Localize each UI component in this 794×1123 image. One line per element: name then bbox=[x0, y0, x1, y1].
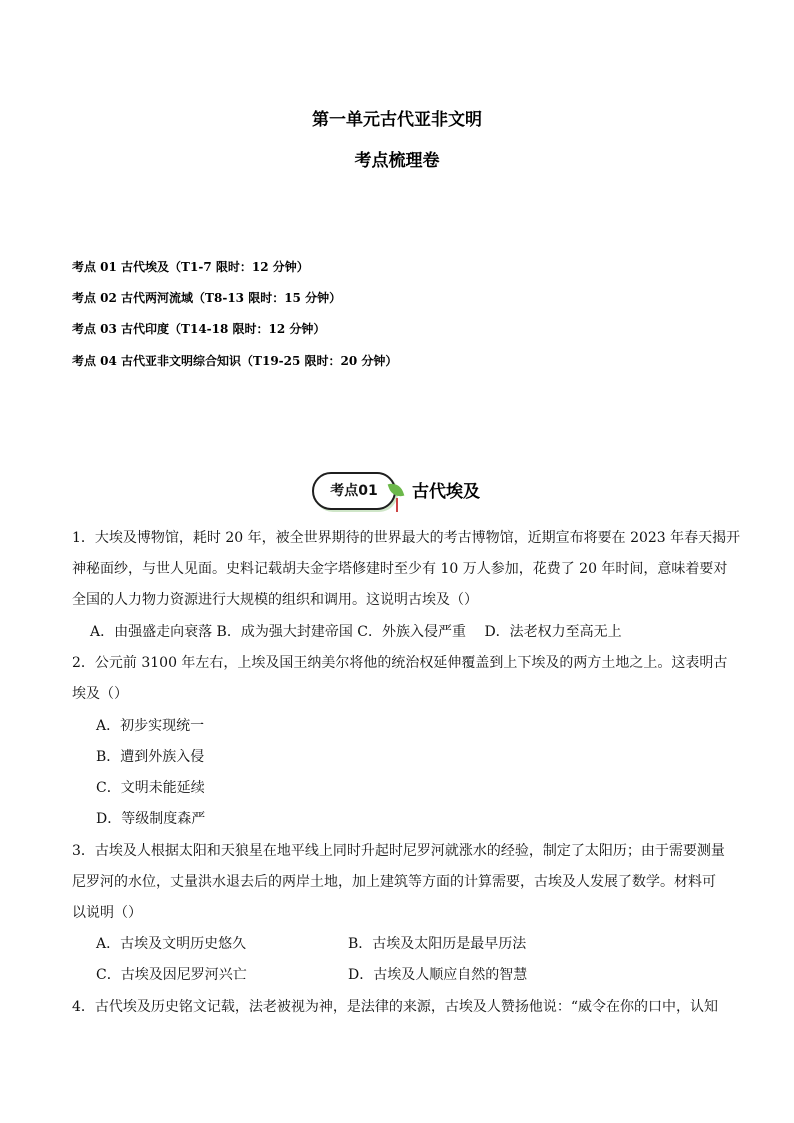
page-subtitle: 考点梳理卷 bbox=[354, 151, 440, 171]
q4-text-line-1: 4．古代埃及历史铭文记载，法老被视为神，是法律的来源，古埃及人赞扬他说：“威令在你的口中，认知 bbox=[72, 999, 719, 1015]
q3-text-line-1: 3．古埃及人根据太阳和天狼星在地平线上同时升起时尼罗河就涨水的经验，制定了太阳历；由于需要测量 bbox=[72, 843, 725, 859]
q3-text-line-2: 尼罗河的水位，丈量洪水退去后的两岸土地，加上建筑等方面的计算需要，古埃及人发展了数学。材料可 bbox=[72, 874, 716, 890]
q2-text-line-1: 2．公元前 3100 年左右，上埃及国王纳美尔将他的统治权延伸覆盖到上下埃及的两方土地之上。这表明古 bbox=[72, 655, 728, 671]
toc-item-3: 考点 03 古代印度（T14-18 限时：12 分钟） bbox=[72, 322, 326, 336]
section-header bbox=[0, 472, 794, 512]
q3-text-line-3: 以说明（） bbox=[72, 905, 142, 921]
stem-decoration bbox=[396, 498, 398, 512]
q2-option-a: A．初步实现统一 bbox=[96, 718, 205, 734]
toc-item-2: 考点 02 古代两河流域（T8-13 限时：15 分钟） bbox=[72, 291, 342, 305]
q3-option-c: C．古埃及因尼罗河兴亡 bbox=[96, 967, 247, 983]
q1-text-line-3: 全国的人力物力资源进行大规模的组织和调用。这说明古埃及（） bbox=[72, 592, 478, 608]
q3-option-a: A．古埃及文明历史悠久 bbox=[96, 936, 247, 952]
section-title: 古代埃及 bbox=[412, 482, 480, 502]
q3-option-d: D．古埃及人顺应自然的智慧 bbox=[348, 967, 528, 983]
q2-option-b: B．遭到外族入侵 bbox=[96, 749, 205, 765]
q3-option-b: B．古埃及太阳历是最早历法 bbox=[348, 936, 527, 952]
toc-item-4: 考点 04 古代亚非文明综合知识（T19-25 限时：20 分钟） bbox=[72, 354, 398, 368]
q1-text-line-1: 1．大埃及博物馆，耗时 20 年，被全世界期待的世界最大的考古博物馆，近期宣布将要在 2023 年春天揭开 bbox=[72, 530, 741, 546]
q2-option-c: C．文明未能延续 bbox=[96, 780, 205, 796]
q2-option-d: D．等级制度森严 bbox=[96, 811, 206, 827]
section-badge: 考点01 bbox=[312, 472, 396, 510]
q1-text-line-2: 神秘面纱，与世人见面。史料记载胡夫金字塔修建时至少有 10 万人参加，花费了 20 年时间，意味着要对 bbox=[72, 561, 728, 577]
q2-text-line-2: 埃及（） bbox=[72, 686, 128, 702]
q1-options: A．由强盛走向衰落 B．成为强大封建帝国 C．外族入侵严重 D．法老权力至高无上 bbox=[90, 624, 622, 640]
page-title: 第一单元古代亚非文明 bbox=[312, 110, 482, 130]
toc-item-1: 考点 01 古代埃及（T1-7 限时：12 分钟） bbox=[72, 260, 309, 274]
